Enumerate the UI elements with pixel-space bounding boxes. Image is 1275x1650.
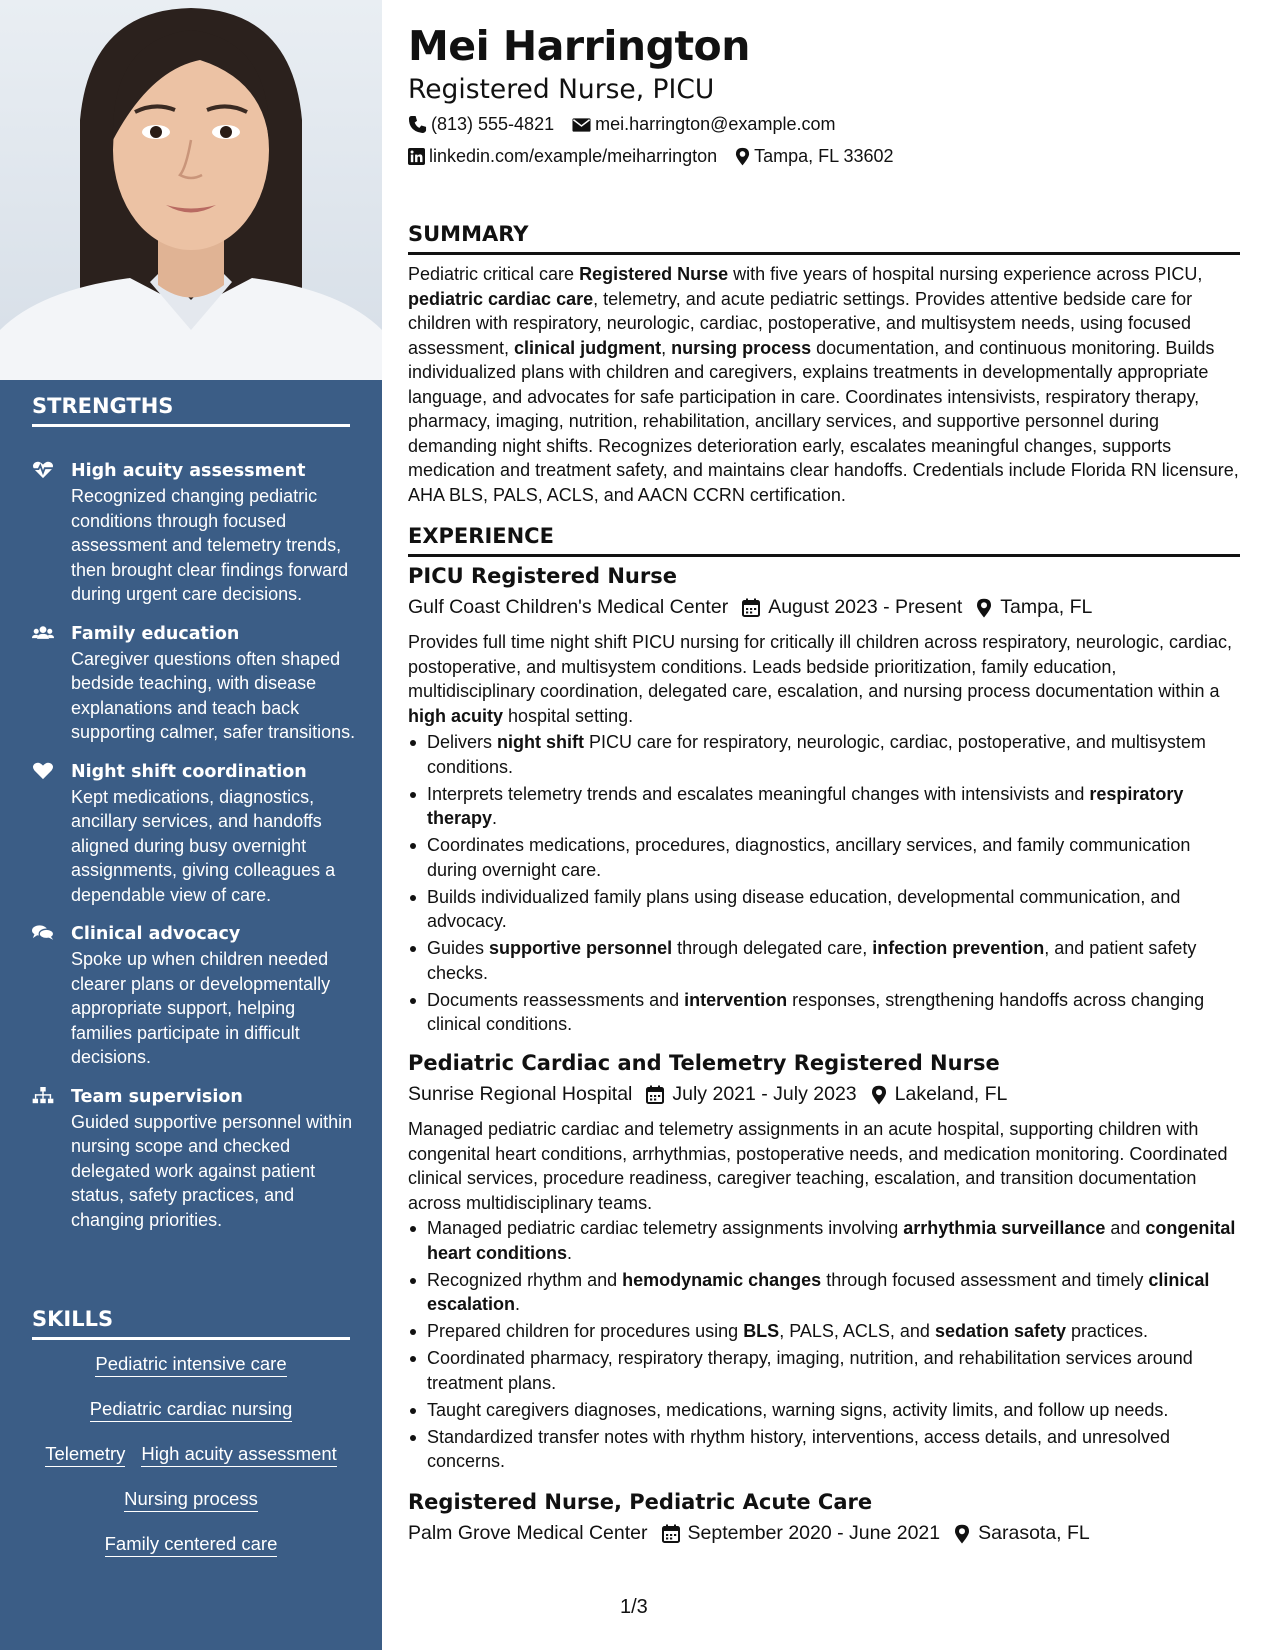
job-title: Pediatric Cardiac and Telemetry Registered Nurse — [408, 1051, 1000, 1075]
bullet-item: Recognized rhythm and hemodynamic changes through focused assessment and timely clinical escalation. — [408, 1268, 1240, 1317]
candidate-role: Registered Nurse, PICU — [408, 74, 715, 105]
summary-heading: SUMMARY — [408, 222, 1240, 255]
job-description: Managed pediatric cardiac and telemetry assignments in an acute hospital, supporting children with congenital heart conditions, arrhythmias, postoperative needs, and medication monitoring. Coordinated clinical services, procedure readiness, caregiver teaching, escalation, and transition documentation across multidisciplinary teams. — [408, 1119, 1228, 1213]
strength-title: Team supervision — [71, 1086, 243, 1107]
phone-icon — [408, 115, 427, 134]
sidebar — [0, 0, 382, 1650]
job-bullets — [408, 730, 1240, 1039]
map-pin-icon — [735, 147, 750, 166]
bullet-item: Standardized transfer notes with rhythm history, interventions, access details, and unresolved concerns. — [408, 1425, 1240, 1474]
strengths-list — [30, 458, 360, 1246]
job-title: Registered Nurse, Pediatric Acute Care — [408, 1490, 873, 1514]
job-bullets — [408, 1216, 1240, 1476]
map-pin-icon — [954, 1524, 970, 1544]
experience-heading: EXPERIENCE — [408, 524, 1240, 557]
strength-item — [30, 458, 360, 607]
page-number: 1/3 — [620, 1596, 648, 1618]
strength-description: Kept medications, diagnostics, ancillary services, and handoffs aligned during busy overnight assignments, giving colleagues a dependable view of care. — [71, 786, 336, 905]
strength-description: Spoke up when children needed clearer plans or developmentally appropriate support, helping families participate in difficult decisions. — [71, 949, 331, 1067]
strength-description: Recognized changing pediatric conditions through focused assessment and telemetry trends, then brought clear findings forward during urgent care decisions. — [71, 486, 349, 604]
job-location — [871, 1083, 1008, 1106]
bullet-item: Documents reassessments and intervention responses, strengthening handoffs across changing clinical conditions. — [408, 988, 1240, 1037]
skill-tag: Nursing process — [124, 1487, 258, 1512]
candidate-name: Mei Harrington — [408, 22, 750, 70]
job-dates — [646, 1083, 856, 1106]
strength-title: Family education — [71, 623, 240, 644]
envelope-icon — [572, 117, 591, 133]
strength-title: High acuity assessment — [71, 461, 306, 481]
bullet-item: Guides supportive personnel through delegated care, infection prevention, and patient safety checks. — [408, 936, 1240, 985]
strengths-heading: STRENGTHS — [32, 394, 350, 427]
job-location-text: Sarasota, FL — [978, 1522, 1090, 1544]
map-pin-icon — [976, 598, 992, 618]
bullet-item: Prepared children for procedures using BLS, PALS, ACLS, and sedation safety practices. — [408, 1319, 1240, 1344]
skill-tag: Telemetry — [45, 1442, 125, 1467]
users-icon — [32, 624, 54, 642]
bullet-item: Managed pediatric cardiac telemetry assignments involving arrhythmia surveillance and congenital heart conditions. — [408, 1216, 1240, 1265]
phone-contact[interactable] — [408, 114, 554, 135]
bullet-item: Coordinated pharmacy, respiratory therapy, imaging, nutrition, and rehabilitation services around treatment plans. — [408, 1346, 1240, 1395]
job-location — [954, 1522, 1090, 1545]
job-dates-text: August 2023 - Present — [768, 596, 963, 618]
sitemap-icon — [32, 1087, 54, 1105]
job-location-text: Tampa, FL — [1000, 596, 1093, 618]
phone-text: (813) 555-4821 — [431, 114, 555, 134]
job-meta — [408, 1083, 1021, 1106]
job-dates-text: September 2020 - June 2021 — [687, 1522, 941, 1544]
job-employer: Palm Grove Medical Center — [408, 1522, 648, 1544]
calendar-icon — [742, 598, 760, 617]
contact-row — [408, 114, 853, 135]
job-employer: Gulf Coast Children's Medical Center — [408, 596, 729, 618]
skill-tag: High acuity assessment — [141, 1442, 336, 1467]
bullet-item: Delivers night shift PICU care for respiratory, neurologic, cardiac, postoperative, and multisystem conditions. — [408, 730, 1240, 779]
location-text: Tampa, FL 33602 — [754, 146, 894, 166]
skills-list — [30, 1352, 352, 1577]
map-pin-icon — [871, 1085, 887, 1105]
linkedin-icon — [408, 148, 425, 165]
job-meta — [408, 1522, 1104, 1545]
job-dates-text: July 2021 - July 2023 — [672, 1083, 857, 1105]
strength-item — [30, 759, 360, 908]
job-dates — [742, 596, 962, 619]
heart-icon — [32, 762, 54, 780]
skill-tag: Family centered care — [105, 1532, 278, 1557]
job-location-text: Lakeland, FL — [894, 1083, 1008, 1105]
skill-tag: Pediatric cardiac nursing — [90, 1397, 293, 1422]
strength-item — [30, 921, 360, 1070]
profile-photo-illustration — [0, 0, 382, 380]
skills-heading: SKILLS — [32, 1307, 350, 1340]
strength-title: Clinical advocacy — [71, 924, 241, 944]
skill-tag: Pediatric intensive care — [95, 1352, 286, 1377]
comments-icon — [32, 924, 54, 942]
location-contact — [735, 146, 893, 167]
heartbeat-icon — [32, 461, 54, 479]
bullet-item: Coordinates medications, procedures, diagnostics, ancillary services, and family communication during overnight care. — [408, 833, 1240, 882]
linkedin-text: linkedin.com/example/meiharrington — [429, 146, 718, 166]
contact-row — [408, 146, 912, 167]
calendar-icon — [646, 1085, 664, 1104]
strength-item — [30, 621, 360, 745]
job-location — [976, 596, 1092, 619]
job-employer: Sunrise Regional Hospital — [408, 1083, 633, 1105]
bullet-item: Interprets telemetry trends and escalates meaningful changes with intensivists and respiratory therapy. — [408, 782, 1240, 831]
strength-item — [30, 1084, 360, 1233]
email-text: mei.harrington@example.com — [595, 114, 836, 134]
job-dates — [662, 1522, 941, 1545]
strength-description: Guided supportive personnel within nursing scope and checked delegated work against patient status, safety practices, and changing priorities. — [71, 1111, 353, 1230]
bullet-item: Taught caregivers diagnoses, medications, warning signs, activity limits, and follow up needs. — [408, 1398, 1240, 1423]
calendar-icon — [662, 1524, 680, 1543]
summary-text: Pediatric critical care Registered Nurse with five years of hospital nursing experience across PICU, pediatric cardiac care, telemetry, and acute pediatric settings. Provides attentive bedside care for children with respiratory, neurologic, cardiac, postoperative, and multisystem needs, using focused assessment, clinical judgment, nursing process documentation, and continuous monitoring. Builds individualized plans with children and caregivers, explains treatments in developmentally appropriate language, and advocates for safe participation in care. Coordinates intensivists, respiratory therapy, pharmacy, imaging, nutrition, rehabilitation, ancillary services, and supportive personnel during demanding night shifts. Recognizes deterioration early, escalates meaningful changes, supports medication and treatment safety, and maintains clear handoffs. Credentials include Florida RN licensure, AHA BLS, PALS, ACLS, and AACN CCRN certification. — [408, 264, 1239, 505]
strength-description: Caregiver questions often shaped bedside teaching, with disease explanations and teach back supporting calmer, safer transitions. — [71, 648, 356, 742]
job-title: PICU Registered Nurse — [408, 564, 677, 588]
job-meta — [408, 596, 1106, 619]
bullet-item: Builds individualized family plans using disease education, developmental communication, and advocacy. — [408, 885, 1240, 934]
linkedin-contact[interactable] — [408, 146, 717, 167]
profile-photo — [0, 0, 382, 380]
email-contact[interactable] — [572, 114, 835, 135]
strength-title: Night shift coordination — [71, 761, 307, 782]
job-description: Provides full time night shift PICU nursing for critically ill children across respiratory, neurologic, cardiac, postoperative, and multisystem conditions. Leads bedside prioritization, family education, multidisciplinary coordination, delegated care, escalation, and nursing process documentation within a high acuity hospital setting. — [408, 632, 1232, 726]
